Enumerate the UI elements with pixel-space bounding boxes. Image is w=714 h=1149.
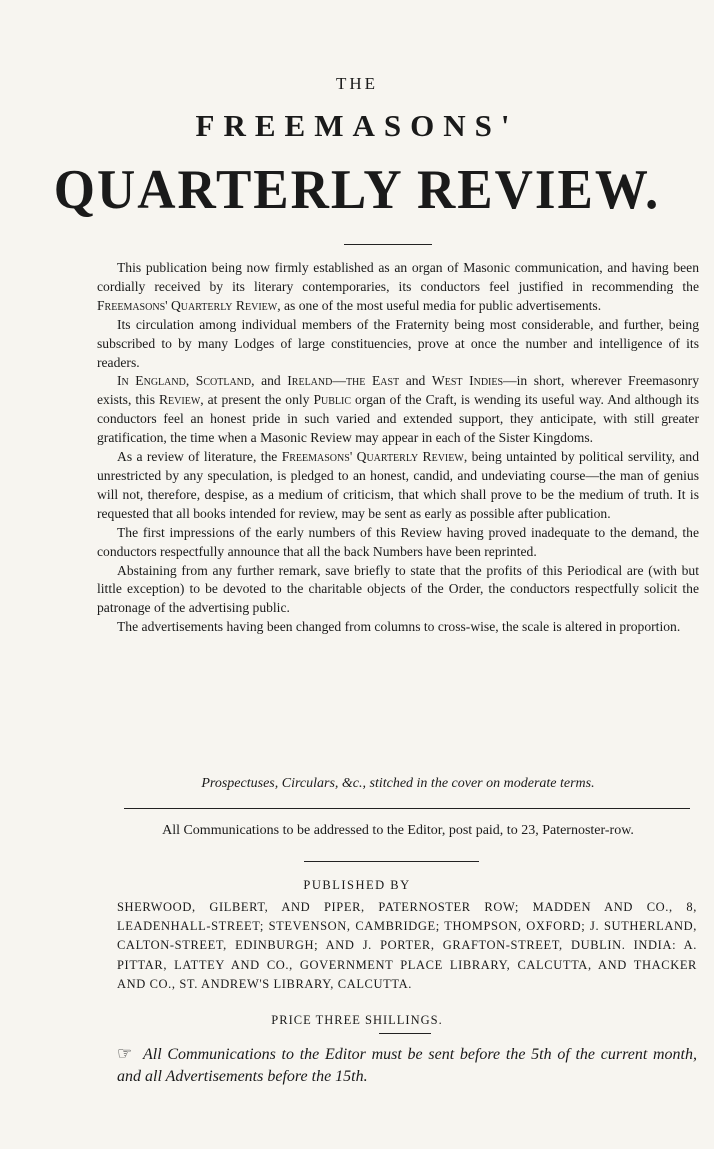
paragraph-literature: As a review of literature, the Freemasons' Quarterly Review, being untainted by political servility, and unrestricted by any speculation, is pledged to an honest, candid, and undeviating course—the man of genius will not, therefore, despise, as a medium of criticism, that which shall prove to be the medium of truth. It is requested that all books intended for review, may be sent as early as possible after publication. <box>97 449 699 521</box>
divider-rule <box>304 861 479 862</box>
masthead-freemasons: FREEMASONS' <box>195 108 519 143</box>
advertisement-body <box>97 259 699 637</box>
prospectus-note: Prospectuses, Circulars, &c., stitched in the cover on moderate terms. <box>201 776 595 791</box>
divider-rule <box>124 808 690 809</box>
pointing-hand-icon: ☞ <box>117 1044 133 1063</box>
published-by-heading: PUBLISHED BY <box>303 878 411 892</box>
paragraph-circulation: Its circulation among individual members of the Fraternity being most considerable, and further, being subscribed to by many Lodges of large constituencies, prove at once the number and intelligence of its readers. <box>97 316 699 370</box>
divider-rule <box>379 1033 431 1034</box>
paragraph-scale: The advertisements having been changed from columns to cross-wise, the scale is altered in proportion. <box>117 619 681 635</box>
masthead-title: QUARTERLY REVIEW. <box>53 159 661 221</box>
publishers-list: SHERWOOD, GILBERT, AND PIPER, PATERNOSTER ROW; MADDEN AND CO., 8, LEADENHALL-STREET; STEVENSON, CAMBRIDGE; THOMPSON, OXFORD; J. SUTHERLAND, CALTON-STREET, EDINBURGH; AND J. PORTER, GRAFTON-STREET, DUBLIN. INDIA: A. PITTAR, LATTEY AND CO., GOVERNMENT PLACE LIBRARY, CALCUTTA, AND THACKER AND CO., ST. ANDREW'S LIBRARY, CALCUTTA. <box>117 900 697 991</box>
paragraph-reach: In England, Scotland, and Ireland—the East and West Indies—in short, wherever Freemasonry exists, this Review, at present the only Public organ of the Craft, is wending its useful way. And although its conductors feel an honest pride in such varied and extended support, they anticipate, with still greater gratification, the time when a Masonic Review may appear in each of the Sister Kingdoms. <box>97 373 699 446</box>
paragraph-reprints: The first impressions of the early numbers of this Review having proved inadequate to the demand, the conductors respectfully announce that all the back Numbers have been reprinted. <box>97 524 699 559</box>
deadline-notice: ☞ All Communications to the Editor must be sent before the 5th of the current month, and all Advertisements before the 15th. <box>117 1044 697 1085</box>
communications-address: All Communications to be addressed to the Editor, post paid, to 23, Paternoster-row. <box>162 823 634 838</box>
masthead-the: THE <box>335 74 379 93</box>
paragraph-intro: This publication being now firmly established as an organ of Masonic communication, and having been cordially received by its literary contemporaries, its conductors feel justified in recommending the Freemasons' Quarterly Review, as one of the most useful media for public advertisements. <box>97 260 699 313</box>
paragraph-profits: Abstaining from any further remark, save briefly to state that the profits of this Periodical are (with but little exception) to be devoted to the charitable objects of the Order, the conductors respectfully solicit the patronage of the advertising public. <box>97 562 699 616</box>
journal-title: Freemasons' Quarterly Review <box>97 297 278 313</box>
masthead-rule <box>344 244 432 245</box>
journal-title: Freemasons' Quarterly Review <box>281 449 464 465</box>
price-line: PRICE THREE SHILLINGS. <box>271 1013 443 1027</box>
